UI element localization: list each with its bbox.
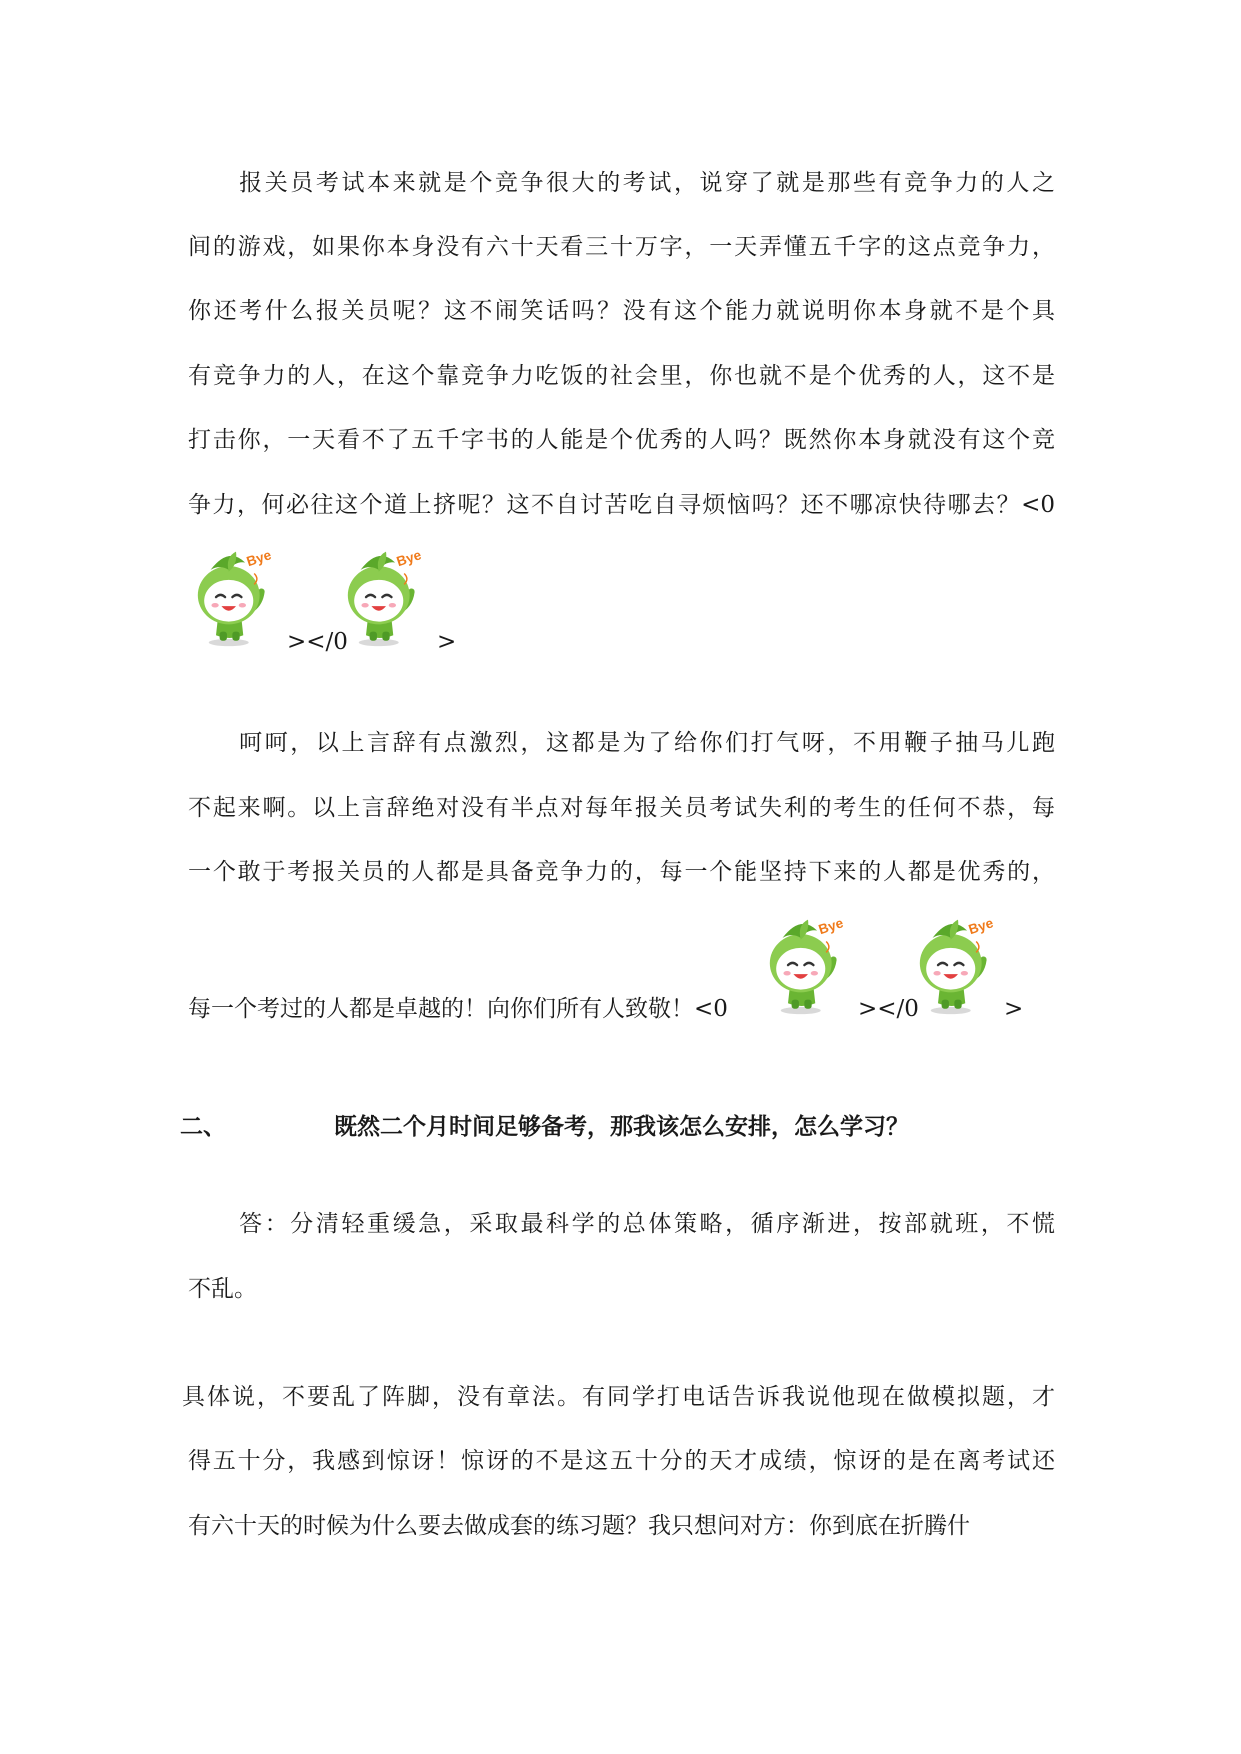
para2-line-4: 每一个考过的人都是卓越的！向你们所有人致敬！<0 [188,996,728,1022]
section-title: 既然二个月时间足够备考，那我该怎么安排，怎么学习？ [334,1113,909,1140]
emoji-separator: ></0 [858,996,919,1022]
para4-line-3: 有六十天的时候为什么要去做成套的练习题？我只想问对方：你到底在折腾什 [188,1513,970,1539]
para4-line-2: 得五十分，我感到惊讶！惊讶的不是这五十分的天才成绩，惊讶的是在离考试还 [188,1448,1055,1474]
bye-mascot-icon [340,548,432,648]
para1-line-3: 你还考什么报关员呢？这不闹笑话吗？没有这个能力就说明你本身就不是个具 [188,298,1055,324]
bye-mascot-icon [762,916,854,1016]
para3-line-2: 不乱。 [188,1276,257,1302]
section-number: 二、 [180,1113,226,1140]
bye-mascot-icon [912,916,1004,1016]
para1-line-4: 有竞争力的人，在这个靠竞争力吃饭的社会里，你也就不是个优秀的人，这不是 [188,363,1055,389]
emoji-end: > [1004,996,1024,1022]
para1-line-5: 打击你，一天看不了五千字书的人能是个优秀的人吗？既然你本身就没有这个竞 [188,427,1055,453]
para2-line-2: 不起来啊。以上言辞绝对没有半点对每年报关员考试失利的考生的任何不恭，每 [188,795,1055,821]
para1-line-2: 间的游戏，如果你本身没有六十天看三十万字，一天弄懂五千字的这点竞争力， [188,234,1055,260]
para3-line-1: 答：分清轻重缓急，采取最科学的总体策略，循序渐进，按部就班，不慌 [188,1211,1055,1237]
para2-line-3: 一个敢于考报关员的人都是具备竞争力的，每一个能坚持下来的人都是优秀的， [188,859,1055,885]
para4-line-1: 具体说，不要乱了阵脚，没有章法。有同学打电话告诉我说他现在做模拟题，才 [182,1384,1055,1410]
emoji-end: > [437,629,457,655]
para2-line-1: 呵呵，以上言辞有点激烈，这都是为了给你们打气呀，不用鞭子抽马儿跑 [188,730,1055,756]
para1-line-6: 争力，何必往这个道上挤呢？这不自讨苦吃自寻烦恼吗？还不哪凉快待哪去？<0 [188,492,1055,518]
para1-line-1: 报关员考试本来就是个竞争很大的考试，说穿了就是那些有竞争力的人之 [188,170,1055,196]
emoji-separator: ></0 [287,629,348,655]
bye-mascot-icon [190,548,282,648]
